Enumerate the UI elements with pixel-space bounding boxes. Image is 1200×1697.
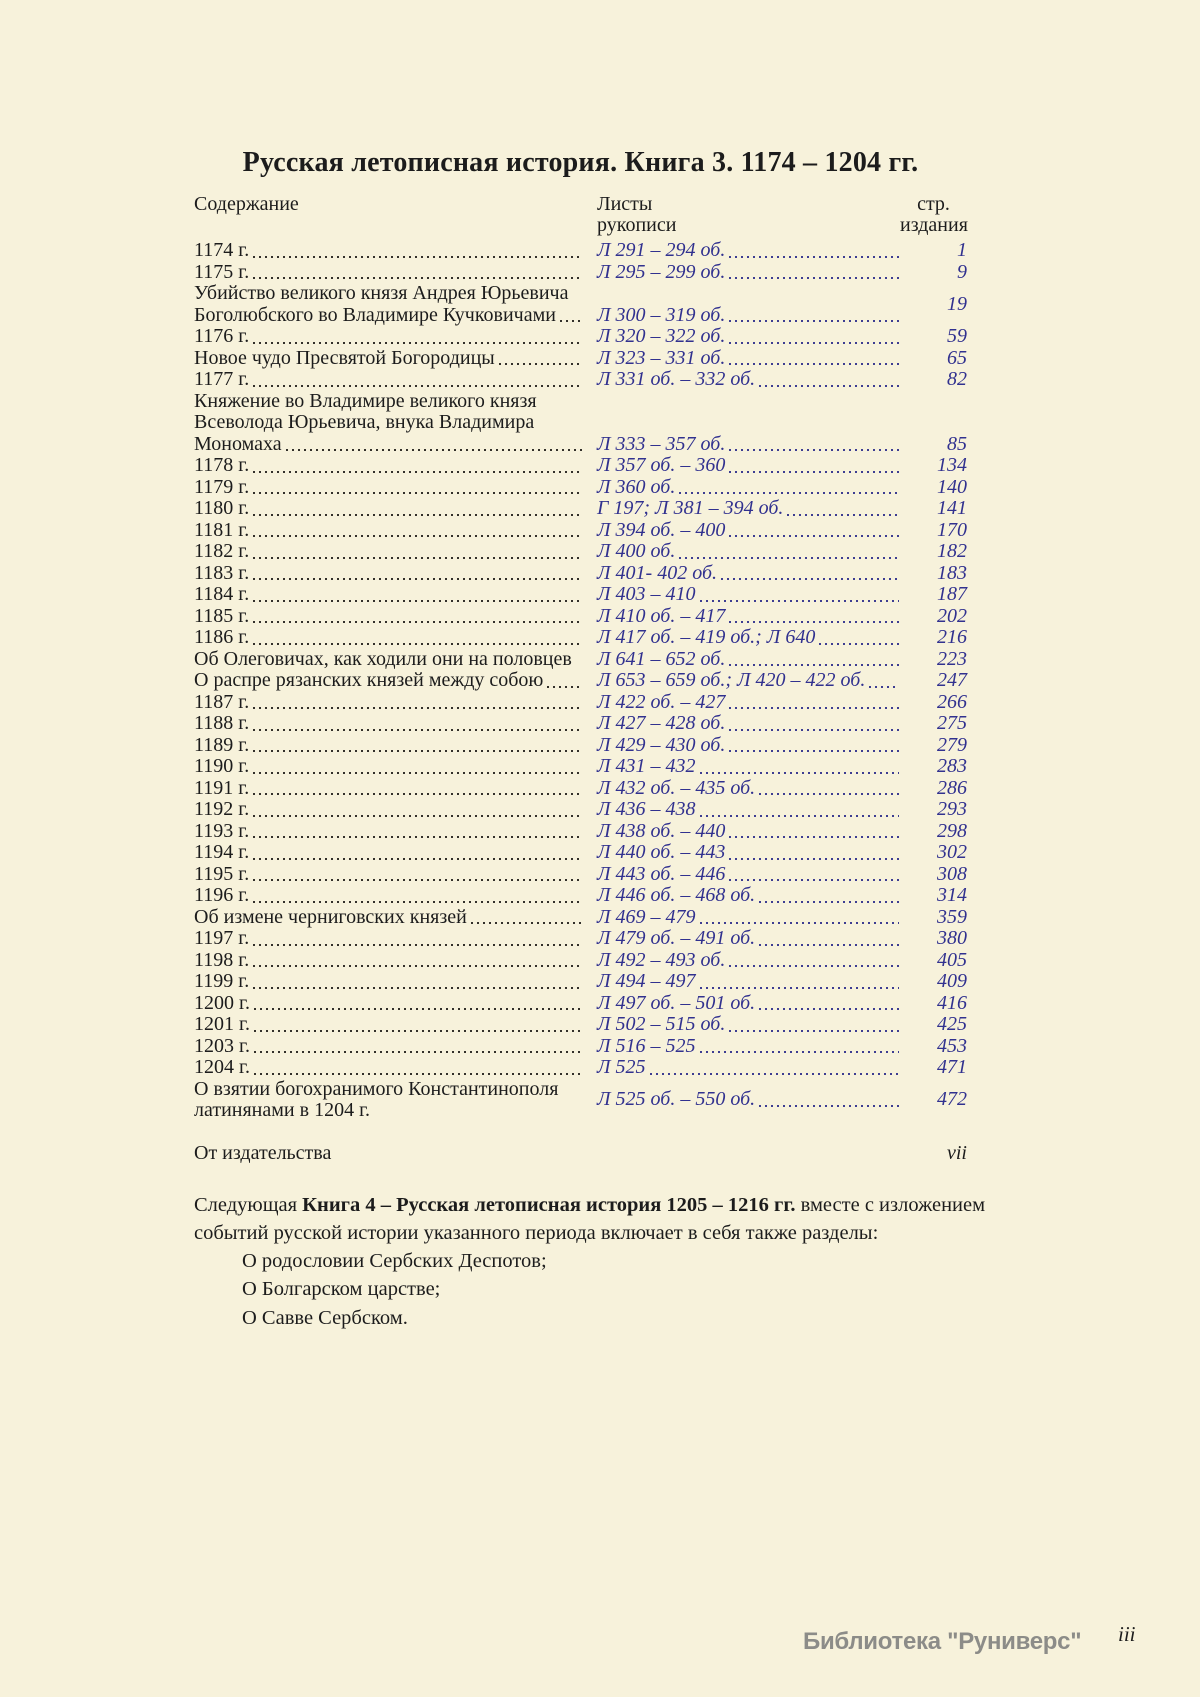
dot-leader <box>729 320 899 322</box>
toc-row-page: 216 <box>937 626 967 648</box>
toc-row-content: 1189 г. <box>194 735 583 757</box>
page-content <box>194 146 1004 1332</box>
toc-row-page: 471 <box>937 1056 967 1078</box>
toc-row-page: 134 <box>937 454 967 476</box>
toc-row <box>194 627 967 649</box>
dot-leader <box>729 256 899 258</box>
toc-row <box>194 326 967 348</box>
toc-row-page: 293 <box>937 798 967 820</box>
dot-leader <box>759 944 899 946</box>
toc-row <box>194 606 967 628</box>
toc-row-content: 1199 г. <box>194 971 583 993</box>
toc-row-content: Об Олеговичах, как ходили они на половцев <box>194 647 572 670</box>
from-publisher-row <box>194 1142 967 1165</box>
dot-leader <box>253 879 582 881</box>
toc-row-sheets: Л 401- 402 об. <box>597 563 900 585</box>
toc-row <box>194 348 967 370</box>
toc-row-page: 85 <box>947 432 967 455</box>
toc-header-sheets-line2: рукописи <box>597 214 677 236</box>
toc-row-page: 182 <box>937 540 967 562</box>
toc-row-content: 1179 г. <box>194 477 583 499</box>
toc-row-sheets: Л 525 об. – 550 об. <box>597 1089 900 1111</box>
toc-row-content: 1177 г. <box>194 369 583 391</box>
toc-row-content: 1196 г. <box>194 885 583 907</box>
toc-row-sheets: Л 479 об. – 491 об. <box>597 928 900 950</box>
toc-row <box>194 1014 967 1036</box>
dot-leader <box>253 471 582 473</box>
dot-leader <box>253 815 582 817</box>
toc-row-content: 1188 г. <box>194 713 583 735</box>
note-item: О Савве Сербском. <box>242 1306 408 1329</box>
dot-leader <box>253 277 582 279</box>
table-of-contents <box>194 194 967 1165</box>
dot-leader <box>253 621 582 623</box>
toc-row-content: 1198 г. <box>194 950 583 972</box>
toc-row-page: 247 <box>937 669 967 691</box>
toc-row-content: Убийство великого князя Андрея Юрьевича Боголюбского во Владимире Кучковичами <box>194 283 583 326</box>
toc-row <box>194 649 967 671</box>
dot-leader <box>253 836 582 838</box>
toc-row-sheets: Л 333 – 357 об. <box>597 434 900 456</box>
toc-row-content: 1197 г. <box>194 928 583 950</box>
toc-row-sheets: Г 197; Л 381 – 394 об. <box>597 498 900 520</box>
toc-row-page: 59 <box>947 325 967 347</box>
toc-row-page: 286 <box>937 776 967 799</box>
toc-row-content: 1178 г. <box>194 455 583 477</box>
dot-leader <box>729 621 899 623</box>
toc-row-sheets: Л 436 – 438 <box>597 799 900 821</box>
toc-row-content: 1180 г. <box>194 498 583 520</box>
dot-leader <box>253 944 582 946</box>
dot-leader <box>700 1051 899 1053</box>
toc-header-page-line1: стр. <box>917 193 950 215</box>
toc-row-content: О взятии богохранимого Константинополя латинянами в 1204 г. <box>194 1077 559 1121</box>
toc-row-page: 283 <box>937 755 967 777</box>
toc-row-page: 302 <box>937 841 967 863</box>
dot-leader <box>700 987 899 989</box>
dot-leader <box>679 492 899 494</box>
toc-header-content: Содержание <box>194 193 299 215</box>
toc-row-content: 1174 г. <box>194 240 583 262</box>
toc-row-sheets: Л 432 об. – 435 об. <box>597 778 900 800</box>
toc-row-sheets: Л 320 – 322 об. <box>597 326 900 348</box>
note-item: О родословии Сербских Деспотов; <box>242 1249 547 1272</box>
toc-row-page: 472 <box>937 1088 967 1111</box>
dot-leader <box>819 643 899 645</box>
toc-row <box>194 821 967 843</box>
toc-row-sheets: Л 427 – 428 об. <box>597 713 900 735</box>
from-publisher-label: От издательства <box>194 1141 332 1164</box>
toc-row-content: 1190 г. <box>194 756 583 778</box>
toc-row-page: 140 <box>937 475 967 498</box>
toc-row-sheets: Л 291 – 294 об. <box>597 240 900 262</box>
toc-row-page: 314 <box>937 884 967 906</box>
dot-leader <box>729 707 899 709</box>
toc-row-sheets: Л 469 – 479 <box>597 907 900 929</box>
toc-row-content: 1184 г. <box>194 584 583 606</box>
toc-row-content: Об измене черниговских князей <box>194 907 583 929</box>
toc-row-page: 223 <box>937 647 967 670</box>
dot-leader <box>729 750 899 752</box>
dot-leader <box>499 363 582 365</box>
dot-leader <box>254 1073 582 1075</box>
runivers-watermark: Библиотека "Руниверс" <box>803 1628 1082 1655</box>
toc-row-page: 409 <box>937 970 967 992</box>
toc-row-content: 1185 г. <box>194 606 583 628</box>
dot-leader <box>253 256 582 258</box>
toc-row <box>194 842 967 864</box>
dot-leader <box>759 1008 899 1010</box>
toc-row-sheets: Л 497 об. – 501 об. <box>597 993 900 1015</box>
toc-row <box>194 584 967 606</box>
toc-row-page: 141 <box>937 497 967 519</box>
dot-leader <box>253 901 582 903</box>
toc-header-row <box>194 194 967 236</box>
toc-row-sheets: Л 417 об. – 419 об.; Л 640 <box>597 627 900 649</box>
toc-row <box>194 1079 967 1122</box>
dot-leader <box>254 1008 582 1010</box>
toc-row-content: 1186 г. <box>194 627 583 649</box>
toc-row <box>194 520 967 542</box>
toc-row <box>194 541 967 563</box>
toc-row-sheets: Л 492 – 493 об. <box>597 950 900 972</box>
toc-row-page: 380 <box>937 927 967 949</box>
toc-rows <box>194 240 967 1122</box>
toc-row <box>194 778 967 800</box>
toc-row-content: 1192 г. <box>194 799 583 821</box>
dot-leader <box>700 600 899 602</box>
toc-row <box>194 692 967 714</box>
toc-row <box>194 1057 967 1079</box>
dot-leader <box>700 922 899 924</box>
dot-leader <box>759 901 899 903</box>
toc-row-content: 1183 г. <box>194 563 583 585</box>
toc-row-sheets: Л 422 об. – 427 <box>597 692 900 714</box>
dot-leader <box>729 965 899 967</box>
toc-row-content: Новое чудо Пресвятой Богородицы <box>194 348 583 370</box>
toc-row-sheets: Л 323 – 331 об. <box>597 348 900 370</box>
toc-row-sheets: Л 438 об. – 440 <box>597 821 900 843</box>
dot-leader <box>253 600 582 602</box>
toc-row-sheets: Л 300 – 319 об. <box>597 305 900 327</box>
toc-row-page: 202 <box>937 604 967 627</box>
toc-row-page: 298 <box>937 819 967 842</box>
dot-leader <box>721 578 899 580</box>
toc-row-sheets: Л 446 об. – 468 об. <box>597 885 900 907</box>
toc-row-sheets: Л 403 – 410 <box>597 584 900 606</box>
dot-leader <box>729 836 899 838</box>
dot-leader <box>700 815 899 817</box>
toc-row-page: 279 <box>937 733 967 756</box>
toc-row-sheets: Л 429 – 430 об. <box>597 735 900 757</box>
dot-leader <box>253 578 582 580</box>
toc-row-page: 405 <box>937 948 967 971</box>
toc-row <box>194 477 967 499</box>
toc-row-sheets: Л 357 об. – 360 <box>597 455 900 477</box>
toc-row <box>194 928 967 950</box>
toc-row <box>194 799 967 821</box>
dot-leader <box>471 922 582 924</box>
toc-row-sheets: Л 641 – 652 об. <box>597 649 900 671</box>
dot-leader <box>253 342 582 344</box>
toc-row-content: 1187 г. <box>194 692 583 714</box>
toc-row <box>194 1036 967 1058</box>
toc-row-sheets: Л 295 – 299 об. <box>597 262 900 284</box>
toc-row-page: 359 <box>937 905 967 928</box>
dot-leader <box>253 643 582 645</box>
dot-leader <box>787 514 899 516</box>
toc-row-sheets: Л 502 – 515 об. <box>597 1014 900 1036</box>
toc-row-page: 187 <box>937 583 967 605</box>
dot-leader <box>759 1105 899 1107</box>
note-item: О Болгарском царстве; <box>242 1278 441 1300</box>
toc-row-content: 1191 г. <box>194 778 583 800</box>
toc-row-page: 82 <box>947 368 967 390</box>
toc-row <box>194 971 967 993</box>
toc-row-page: 308 <box>937 862 967 885</box>
dot-leader <box>729 1030 899 1032</box>
toc-row <box>194 240 967 262</box>
dot-leader <box>253 772 582 774</box>
toc-row-content: 1175 г. <box>194 262 583 284</box>
dot-leader <box>729 363 899 365</box>
toc-row-page: 183 <box>937 561 967 584</box>
toc-row-page: 266 <box>937 690 967 713</box>
toc-row <box>194 885 967 907</box>
from-publisher-page: vii <box>947 1141 967 1164</box>
toc-row-content: 1200 г. <box>194 993 583 1015</box>
toc-row-content: 1194 г. <box>194 842 583 864</box>
toc-row <box>194 950 967 972</box>
toc-row <box>194 864 967 886</box>
dot-leader <box>253 858 582 860</box>
dot-leader <box>560 320 582 322</box>
dot-leader <box>286 449 582 451</box>
toc-row-sheets: Л 360 об. <box>597 477 900 499</box>
toc-row-page: 416 <box>937 991 967 1014</box>
dot-leader <box>253 965 582 967</box>
toc-row-page: 275 <box>937 712 967 734</box>
dot-leader <box>253 793 582 795</box>
next-book-note <box>194 1191 999 1333</box>
dot-leader <box>759 385 899 387</box>
dot-leader <box>729 858 899 860</box>
toc-row-page: 9 <box>957 260 967 283</box>
toc-row <box>194 262 967 284</box>
dot-leader <box>253 987 582 989</box>
toc-row-content: 1193 г. <box>194 821 583 843</box>
toc-row <box>194 283 967 326</box>
toc-row-sheets: Л 431 – 432 <box>597 756 900 778</box>
dot-leader <box>254 1051 582 1053</box>
toc-row-page: 170 <box>937 518 967 541</box>
toc-row <box>194 756 967 778</box>
dot-leader <box>253 492 582 494</box>
dot-leader <box>729 879 899 881</box>
toc-row-page: 65 <box>947 346 967 369</box>
toc-header-page-line2: издания <box>900 214 968 236</box>
toc-row-page: 425 <box>937 1013 967 1035</box>
dot-leader <box>253 514 582 516</box>
dot-leader <box>547 686 582 688</box>
toc-row-sheets: Л 516 – 525 <box>597 1036 900 1058</box>
note-prefix: Следующая <box>194 1193 303 1216</box>
toc-row-content: 1203 г. <box>194 1036 583 1058</box>
dot-leader <box>253 707 582 709</box>
dot-leader <box>729 277 899 279</box>
toc-row <box>194 369 967 391</box>
toc-row-content: 1195 г. <box>194 864 583 886</box>
toc-row-page: 1 <box>957 239 967 261</box>
toc-row <box>194 670 967 692</box>
toc-row-sheets: Л 394 об. – 400 <box>597 520 900 542</box>
toc-row-content: О распре рязанских князей между собою <box>194 670 583 692</box>
toc-row-page: 19 <box>947 292 967 315</box>
dot-leader <box>253 750 582 752</box>
dot-leader <box>254 1030 582 1032</box>
note-bold-title: Книга 4 – Русская летописная история 1205 – 1216 гг. <box>302 1193 796 1216</box>
toc-row-sheets: Л 494 – 497 <box>597 971 900 993</box>
dot-leader <box>869 686 899 688</box>
dot-leader <box>253 385 582 387</box>
toc-header-sheets <box>597 194 900 236</box>
dot-leader <box>729 664 899 666</box>
dot-leader <box>253 535 582 537</box>
toc-row <box>194 713 967 735</box>
toc-row-content: Княжение во Владимире великого князя Всеволода Юрьевича, внука Владимира Мономаха <box>194 391 583 456</box>
dot-leader <box>729 449 899 451</box>
dot-leader <box>253 557 582 559</box>
toc-row-content: 1176 г. <box>194 326 583 348</box>
toc-row <box>194 455 967 477</box>
dot-leader <box>650 1073 899 1075</box>
toc-row-sheets: Л 653 – 659 об.; Л 420 – 422 об. <box>597 670 900 692</box>
page-number: iii <box>1118 1622 1136 1646</box>
dot-leader <box>253 729 582 731</box>
dot-leader <box>700 772 899 774</box>
toc-row <box>194 993 967 1015</box>
toc-row-page: 453 <box>937 1034 967 1057</box>
dot-leader <box>679 557 899 559</box>
toc-row-sheets: Л 440 об. – 443 <box>597 842 900 864</box>
dot-leader <box>729 729 899 731</box>
dot-leader <box>729 535 899 537</box>
toc-row-content: 1181 г. <box>194 520 583 542</box>
toc-row-content: 1201 г. <box>194 1014 583 1036</box>
toc-row <box>194 563 967 585</box>
toc-row-sheets: Л 331 об. – 332 об. <box>597 369 900 391</box>
toc-row-sheets: Л 400 об. <box>597 541 900 563</box>
toc-header-page <box>900 194 967 236</box>
toc-header-sheets-line1: Листы <box>597 193 653 215</box>
dot-leader <box>759 793 899 795</box>
toc-row-content: 1182 г. <box>194 541 583 563</box>
toc-row <box>194 735 967 757</box>
toc-row-sheets: Л 410 об. – 417 <box>597 606 900 628</box>
page-title: Русская летописная история. Книга 3. 1174 – 1204 гг. <box>242 147 919 178</box>
toc-row <box>194 498 967 520</box>
toc-row <box>194 391 967 456</box>
toc-row-content: 1204 г. <box>194 1057 583 1079</box>
toc-row <box>194 907 967 929</box>
note-list <box>194 1247 999 1333</box>
dot-leader <box>729 342 899 344</box>
note-suffix: вместе с изложением событий русской истории указанного периода включает в себя также разделы: <box>194 1193 986 1244</box>
dot-leader <box>729 471 899 473</box>
toc-row-sheets: Л 443 об. – 446 <box>597 864 900 886</box>
toc-row-sheets: Л 525 <box>597 1057 900 1079</box>
